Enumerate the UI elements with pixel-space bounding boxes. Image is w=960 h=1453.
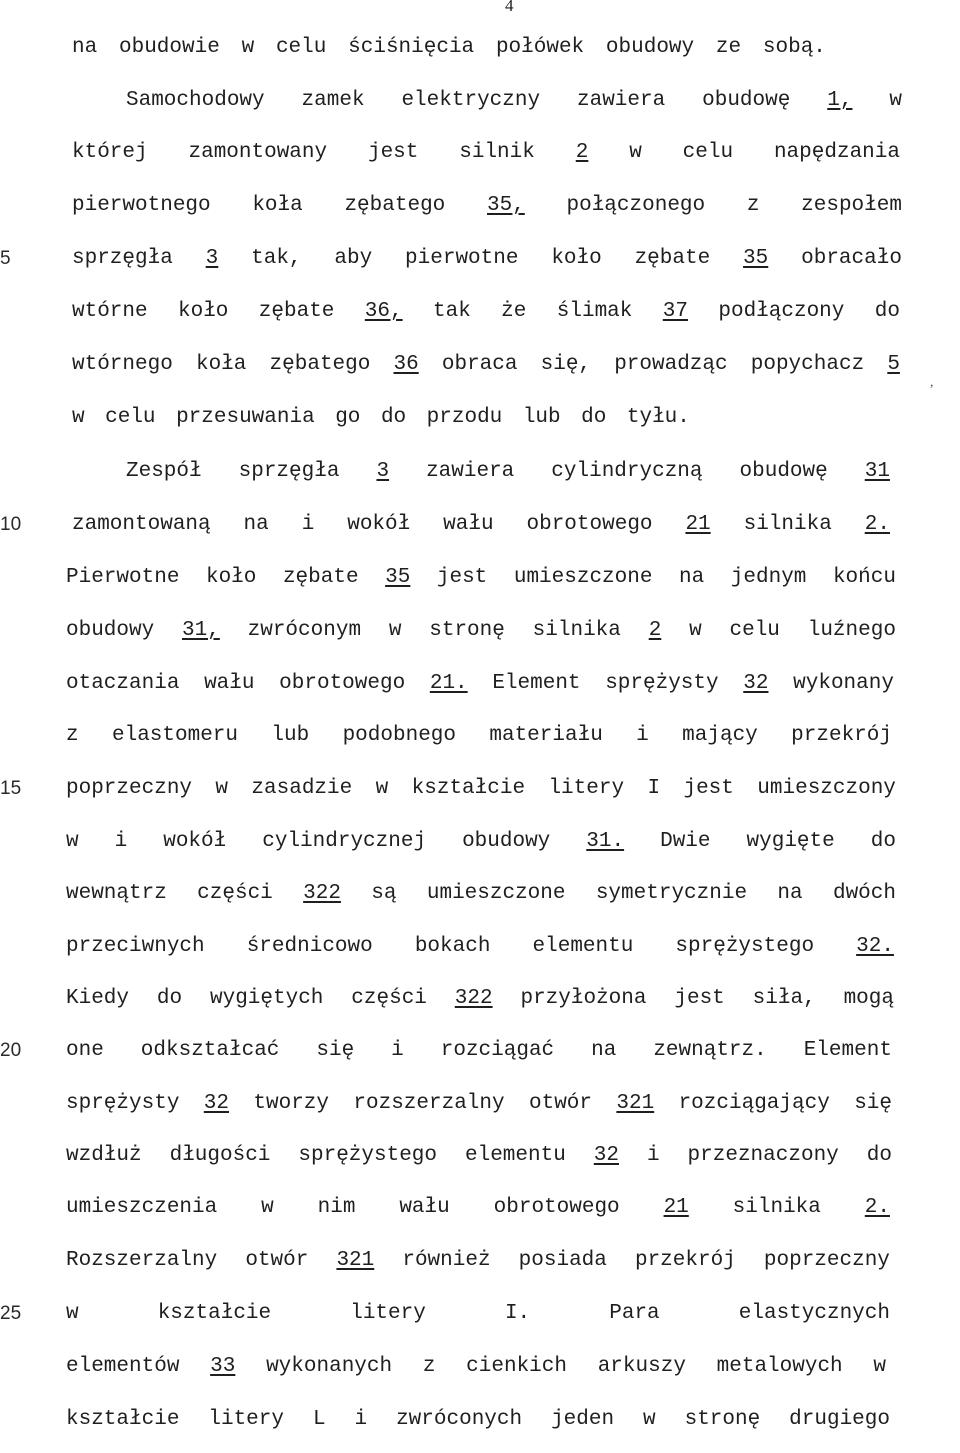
word: sobą. [762,36,826,59]
line-text [66,1400,890,1440]
text-line [0,398,960,438]
word: sprzęgła [238,460,340,483]
word: 2 [575,141,589,164]
line-text [72,505,890,545]
word: silnika [732,1196,821,1219]
line-text [72,133,900,173]
word: sprężystego [675,935,815,958]
word: zębate [634,247,711,270]
word: wykonany [793,672,894,695]
word: się [854,1092,892,1115]
word: obrotowego [279,672,406,695]
word: na [777,882,803,905]
word: rozszerzalny [353,1092,505,1115]
text-line [0,81,960,121]
word: zamontowaną [72,513,211,536]
word: zespołem [801,194,902,217]
word: której [72,141,148,164]
word: siła, [752,987,816,1010]
word: Pierwotne [66,566,180,589]
word: wału [204,672,255,695]
word: stronę [429,619,505,642]
word: umieszczony [757,777,896,800]
word: kształcie [66,1408,180,1431]
word: ślimak [556,300,633,323]
word: jednym [730,566,807,589]
word: popychacz [750,353,865,376]
word: wokół [163,830,227,853]
line-text [126,81,902,121]
word: litery [208,1408,284,1431]
word: bokach [414,935,491,958]
text-line [0,1136,960,1176]
word: rozciągać [440,1039,555,1062]
word: pierwotne [405,247,519,270]
word: i [646,1144,660,1167]
word: lub [522,406,561,429]
word: obracało [801,247,902,270]
text-line [0,822,960,862]
word: jest [683,777,734,800]
word: 21 [663,1196,689,1219]
word: sprężysty [66,1092,180,1115]
word: do [870,830,896,853]
line-number: 10 [0,514,22,535]
word: 32 [743,672,769,695]
text-line [0,664,960,704]
word: napędzania [773,141,900,164]
word: poprzeczny [66,777,193,800]
stray-mark: , [930,375,934,390]
word: litery [350,1302,426,1325]
word: zwróconych [396,1408,523,1431]
word: 2 [648,619,662,642]
word: 322 [303,882,341,905]
word: tak, [251,247,302,270]
word: obrotowego [526,513,653,536]
word: w [689,619,702,642]
line-text [72,239,902,279]
word: do [380,406,407,429]
text-line [0,716,960,756]
word: poprzeczny [763,1249,890,1272]
word: w [643,1408,656,1431]
word: do [866,1144,892,1167]
word: koło [178,300,229,323]
word: materiału [489,724,603,747]
word: silnik [459,141,535,164]
text-line [0,239,960,279]
word: otaczania [66,672,180,695]
word: 32 [203,1092,230,1115]
word: zwróconym [247,619,362,642]
word: 21. [429,672,468,695]
word: są [371,882,397,905]
word: na [72,36,98,59]
text-line [0,874,960,914]
word: zamek [301,89,365,112]
word: rozciągający [678,1092,830,1115]
word: przekrój [791,724,892,747]
word: odkształcać [140,1039,280,1062]
word: mogą [843,987,894,1010]
word: wału [399,1196,450,1219]
word: w [629,141,642,164]
word: 5 [887,353,900,376]
word: kształcie [411,777,526,800]
word: elementu [464,1144,566,1167]
word: celu [682,141,734,164]
word: również [402,1249,491,1272]
word: w [241,36,255,59]
word: zębatego [269,353,371,376]
text-line [0,133,960,173]
word: otwór [245,1249,309,1272]
word: lub [271,724,310,747]
word: 3 [376,460,390,483]
word: 321 [336,1249,375,1272]
word: 2. [864,1196,890,1219]
word: 321 [616,1092,655,1115]
word: i [636,724,649,747]
word: zawiera [426,460,515,483]
word: się, [540,353,592,376]
line-text [66,927,894,967]
word: tworzy [253,1092,330,1115]
word: z [746,194,760,217]
word: aby [334,247,373,270]
word: 35 [743,247,769,270]
line-text [66,1188,890,1228]
line-text [72,28,826,68]
word: pierwotnego [72,194,211,217]
word: obudowy [66,619,155,642]
word: elastomeru [111,724,239,747]
text-line [0,1400,960,1440]
word: z [422,1355,436,1378]
word: średnicowo [246,935,373,958]
word: otwór [529,1092,593,1115]
word: cylindrycznej [262,830,427,853]
word: wokół [347,513,411,536]
text-line [0,345,960,385]
text-line [0,28,960,68]
text-line [0,1294,960,1334]
word: Element [492,672,581,695]
word: celu [275,36,327,59]
word: w [261,1196,274,1219]
word: obrotowego [493,1196,620,1219]
text-line [0,611,960,651]
word: elastycznych [738,1302,890,1325]
word: one [66,1039,104,1062]
line-text [66,979,894,1019]
word: silnika [532,619,621,642]
word: elementów [66,1355,180,1378]
word: w [873,1355,886,1378]
word: koła [252,194,303,217]
word: sprężysty [605,672,719,695]
word: na [243,513,269,536]
line-text [66,874,896,914]
word: zewnątrz. [653,1039,767,1062]
text-line [0,452,960,492]
word: dwóch [832,882,896,905]
word: połączonego [566,194,706,217]
word: do [581,406,607,429]
word: symetrycznie [595,882,748,905]
text-line [0,558,960,598]
word: arkuszy [597,1355,686,1378]
word: przekrój [634,1249,736,1272]
word: w [388,619,402,642]
word: tak [432,300,471,323]
word: elektryczny [401,89,541,112]
line-text [66,1136,892,1176]
word: 37 [662,300,688,323]
word: i [354,1408,368,1431]
word: do [156,987,183,1010]
word: prowadząc [614,353,728,376]
text-line [0,292,960,332]
word: tyłu. [626,406,690,429]
word: przesuwania [176,406,315,429]
word: koło [551,247,602,270]
word: I. [504,1302,531,1325]
word: wzdłuż [66,1144,142,1167]
word: celu [105,406,156,429]
word: przeciwnych [66,935,205,958]
line-text [66,1031,892,1071]
text-line [0,1084,960,1124]
word: Zespół [126,460,202,483]
word: przyłożona [520,987,647,1010]
word: w [375,777,389,800]
word: 2. [864,513,890,536]
word: obudowy [462,830,551,853]
line-text [72,398,690,438]
word: części [197,882,273,905]
text-line [0,769,960,809]
word: wygiętych [209,987,324,1010]
word: Dwie [660,830,711,853]
word: przeznaczony [687,1144,839,1167]
word: 31, [182,619,220,642]
word: jest [367,141,419,164]
word: Kiedy [66,987,130,1010]
word: drugiego [789,1408,890,1431]
word: zamontowany [188,141,328,164]
line-text [72,345,900,385]
word: obudowę [739,460,828,483]
word: Rozszerzalny [66,1249,218,1272]
word: w [72,406,85,429]
word: końcu [832,566,896,589]
word: umieszczenia [66,1196,218,1219]
word: wału [443,513,494,536]
word: mający [682,724,758,747]
word: podobnego [342,724,456,747]
word: że [501,300,527,323]
word: do [874,300,900,323]
word: umieszczone [513,566,653,589]
word: silnika [743,513,832,536]
word: 21 [685,513,711,536]
word: obudowę [702,89,791,112]
text-line [0,927,960,967]
text-line [0,1241,960,1281]
word: 36 [393,353,419,376]
word: zębate [282,566,359,589]
line-text [66,1084,892,1124]
line-number: 20 [0,1040,22,1061]
word: w [889,89,902,112]
word: na [679,566,705,589]
word: L [312,1408,326,1431]
text-line [0,1188,960,1228]
word: ze [715,36,742,59]
word: przodu [426,406,503,429]
word: w [66,830,79,853]
line-text [72,186,902,226]
word: go [335,406,361,429]
word: 32. [856,935,894,958]
word: 33 [210,1355,236,1378]
word: kształcie [157,1302,272,1325]
word: sprzęgła [72,247,173,270]
word: 3 [205,247,219,270]
word: wtórnego [72,353,173,376]
word: na [591,1039,617,1062]
word: Samochodowy [126,89,265,112]
word: i [301,513,315,536]
line-text [66,822,896,862]
text-line [0,505,960,545]
text-line [0,1347,960,1387]
word: umieszczone [426,882,566,905]
word: ściśnięcia [348,36,475,59]
word: I [647,777,661,800]
word: zasadzie [251,777,353,800]
word: 31 [864,460,890,483]
line-text [66,1241,890,1281]
word: stronę [684,1408,761,1431]
word: i [391,1039,404,1062]
word: 31. [586,830,625,853]
word: koła [195,353,247,376]
word: wygięte [746,830,835,853]
word: części [351,987,427,1010]
word: zębate [258,300,335,323]
word: wtórne [72,300,148,323]
line-text [72,292,900,332]
word: jest [436,566,488,589]
word: zawiera [576,89,666,112]
word: 1, [827,89,853,112]
line-text [66,1347,886,1387]
word: litery [548,777,625,800]
word: Element [803,1039,892,1062]
word: się [316,1039,355,1062]
word: obraca [441,353,518,376]
word: nim [317,1196,356,1219]
word: jest [674,987,725,1010]
line-text [66,1294,890,1334]
word: 35 [385,566,411,589]
line-text [126,452,890,492]
line-text [66,664,894,704]
word: Para [609,1302,660,1325]
line-text [66,769,896,809]
word: połówek [495,36,585,59]
line-text [66,558,896,598]
word: w [66,1302,79,1325]
word: celu [729,619,780,642]
line-text [66,611,896,651]
text-line [0,1031,960,1071]
page-number: 4 [505,0,514,15]
word: obudowie [118,36,220,59]
word: posiada [518,1249,607,1272]
word: 32 [593,1144,619,1167]
word: jeden [551,1408,615,1431]
line-text [66,716,892,756]
word: podłączony [718,300,845,323]
word: luźnego [807,619,896,642]
word: cienkich [466,1355,567,1378]
word: w [215,777,229,800]
word: długości [169,1144,271,1167]
word: obudowy [605,36,695,59]
word: 35, [486,194,525,217]
word: sprężystego [298,1144,438,1167]
line-number: 25 [0,1303,22,1324]
text-line [0,186,960,226]
word: 322 [454,987,493,1010]
word: metalowych [716,1355,843,1378]
word: zębatego [344,194,446,217]
text-line [0,979,960,1019]
line-number: 5 [0,248,11,269]
line-number: 15 [0,778,22,799]
word: cylindryczną [551,460,703,483]
word: i [114,830,128,853]
word: z [66,724,79,747]
word: koło [205,566,257,589]
word: wykonanych [266,1355,393,1378]
word: 36, [364,300,403,323]
word: elementu [532,935,634,958]
word: wewnątrz [66,882,167,905]
